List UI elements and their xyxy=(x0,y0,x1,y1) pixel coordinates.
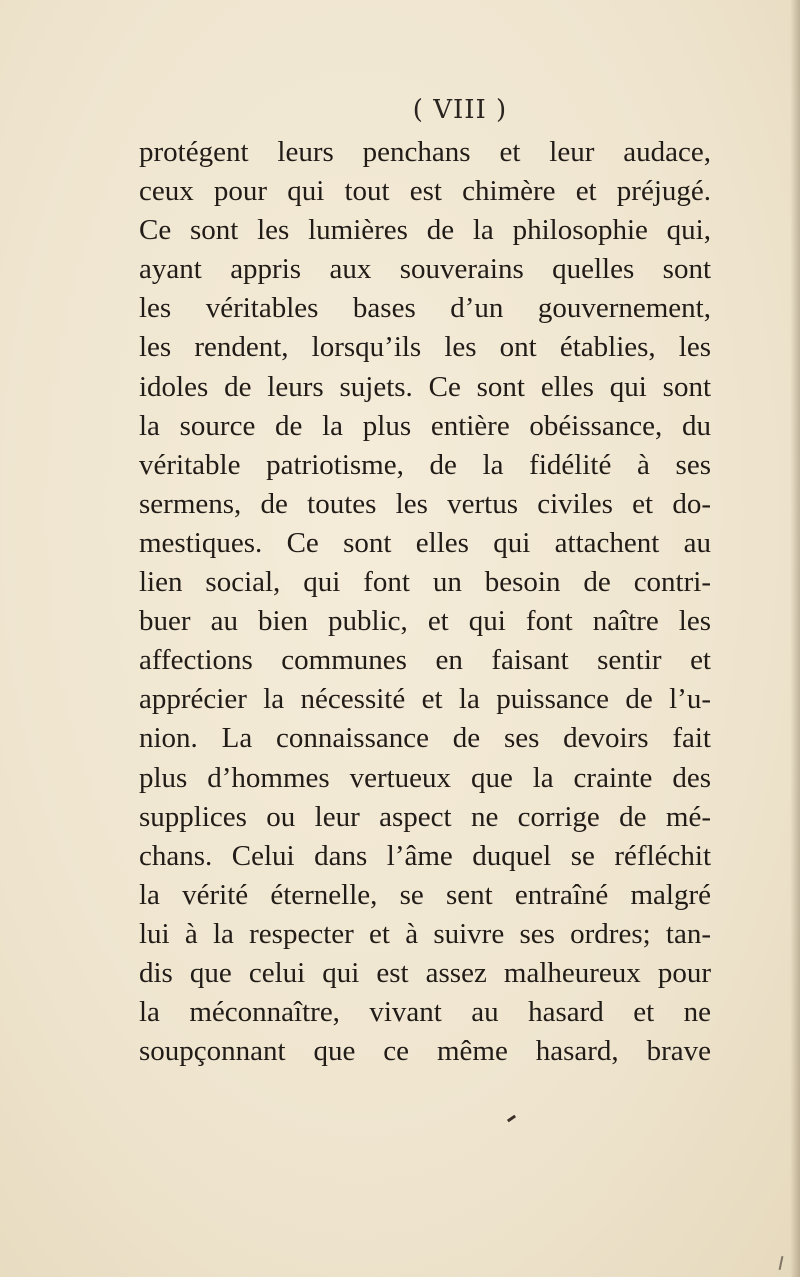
text-line: nion. La connaissance de ses devoirs fait xyxy=(139,722,711,755)
text-line: ayant appris aux souverains quelles sont xyxy=(139,253,711,286)
text-line: sermens, de toutes les vertus civiles et do- xyxy=(139,487,711,520)
text-line: lien social, qui font un besoin de contri- xyxy=(139,566,711,599)
text-line: soupçonnant que ce même hasard, brave xyxy=(139,1035,711,1068)
text-line: dis que celui qui est assez malheureux pour xyxy=(139,956,711,989)
text-line: mestiques. Ce sont elles qui attachent au xyxy=(139,526,711,559)
text-line: les rendent, lorsqu’ils les ont établies, les xyxy=(139,331,711,364)
text-line: idoles de leurs sujets. Ce sont elles qui sont xyxy=(139,370,711,403)
text-line: apprécier la nécessité et la puissance de l’u- xyxy=(139,683,711,716)
text-line: affections communes en faisant sentir et xyxy=(139,644,711,677)
text-line: lui à la respecter et à suivre ses ordres; tan- xyxy=(139,917,711,950)
body-text xyxy=(139,133,711,1071)
paper-speck xyxy=(507,1115,516,1123)
page-edge-shadow xyxy=(790,0,800,1277)
text-line: la méconnaître, vivant au hasard et ne xyxy=(139,996,711,1029)
text-line: la vérité éternelle, se sent entraîné malgré xyxy=(139,878,711,911)
text-line: les véritables bases d’un gouvernement, xyxy=(139,292,711,325)
text-line: buer au bien public, et qui font naître les xyxy=(139,605,711,638)
text-line: protégent leurs penchans et leur audace, xyxy=(139,136,711,168)
text-line: Ce sont les lumières de la philosophie qui, xyxy=(139,214,711,247)
text-line: véritable patriotisme, de la fidélité à ses xyxy=(139,448,711,481)
text-line: supplices ou leur aspect ne corrige de mé- xyxy=(139,800,711,833)
text-line: chans. Celui dans l’âme duquel se réfléchit xyxy=(139,839,711,872)
text-line: plus d’hommes vertueux que la crainte des xyxy=(139,761,711,794)
page-number: ( VIII ) xyxy=(412,95,508,125)
paper-speck xyxy=(779,1256,784,1270)
text-line: la source de la plus entière obéissance, du xyxy=(139,409,711,442)
text-line: ceux pour qui tout est chimère et préjugé. xyxy=(139,175,711,208)
